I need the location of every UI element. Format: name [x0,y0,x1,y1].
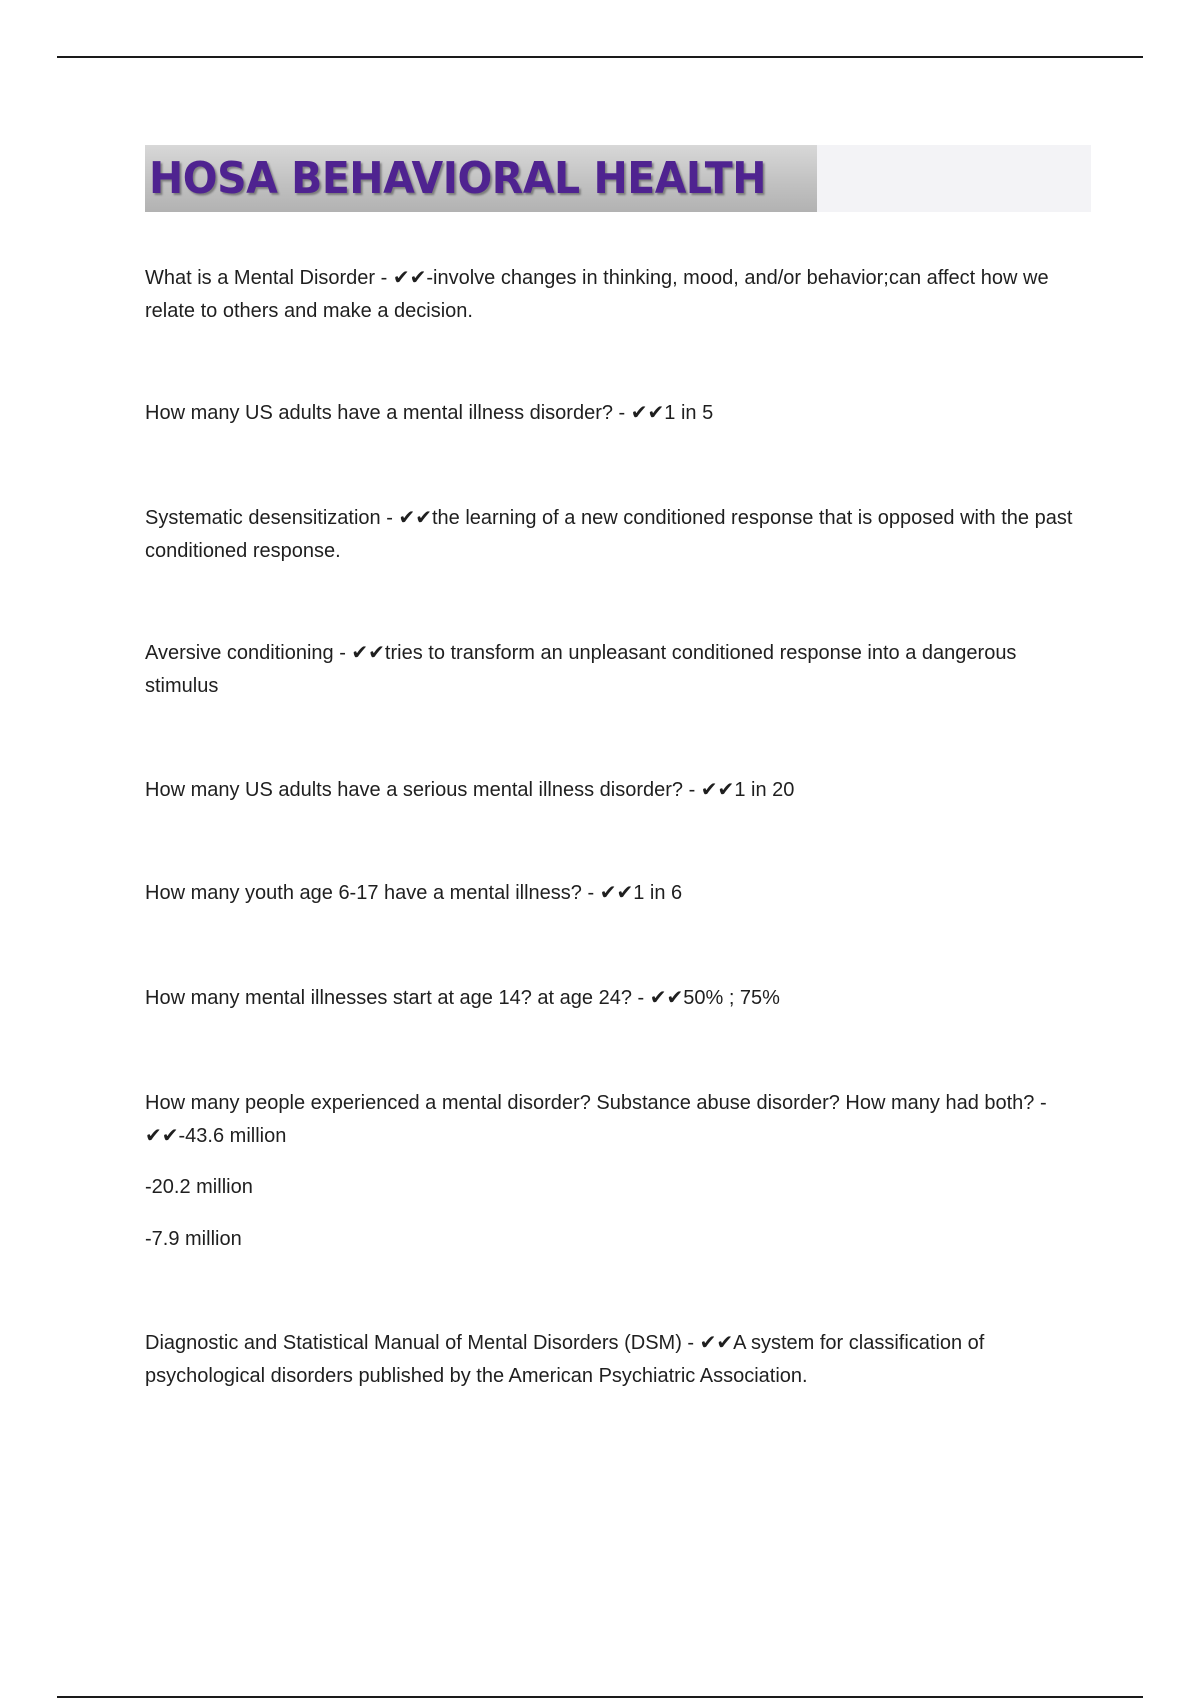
entry-both-count: -7.9 million [145,1228,242,1250]
entry-systematic-desensitization: Systematic desensitization - ✔✔the learning of a new conditioned response that is opposed with the past conditioned response. [145,507,1073,562]
entry-youth-mental-illness: How many youth age 6-17 have a mental illness? - ✔✔1 in 6 [145,882,683,904]
title-box [145,145,817,212]
entry-aversive-conditioning: Aversive conditioning - ✔✔tries to transform an unpleasant conditioned response into a dangerous stimulus [145,642,1017,697]
entry-mental-disorder: What is a Mental Disorder - ✔✔-involve changes in thinking, mood, and/or behavior;can affect how we relate to others and make a decision. [145,267,1049,322]
entry-illness-onset-age: How many mental illnesses start at age 14? at age 24? - ✔✔50% ; 75% [145,987,780,1009]
entry-dsm: Diagnostic and Statistical Manual of Mental Disorders (DSM) - ✔✔A system for classification of psychological disorders published by the American Psychiatric Association. [145,1332,985,1387]
bottom-rule [57,1696,1143,1698]
entry-us-adults-mental-illness: How many US adults have a mental illness disorder? - ✔✔1 in 5 [145,402,714,424]
entry-disorder-counts: How many people experienced a mental disorder? Substance abuse disorder? How many had both? - ✔✔-43.6 million [145,1092,1047,1147]
title-banner [145,145,1091,212]
entry-substance-abuse-count: -20.2 million [145,1176,253,1198]
page-title: HOSA BEHAVIORAL HEALTH [149,153,766,204]
entry-serious-mental-illness: How many US adults have a serious mental illness disorder? - ✔✔1 in 20 [145,779,795,801]
top-rule [57,56,1143,58]
